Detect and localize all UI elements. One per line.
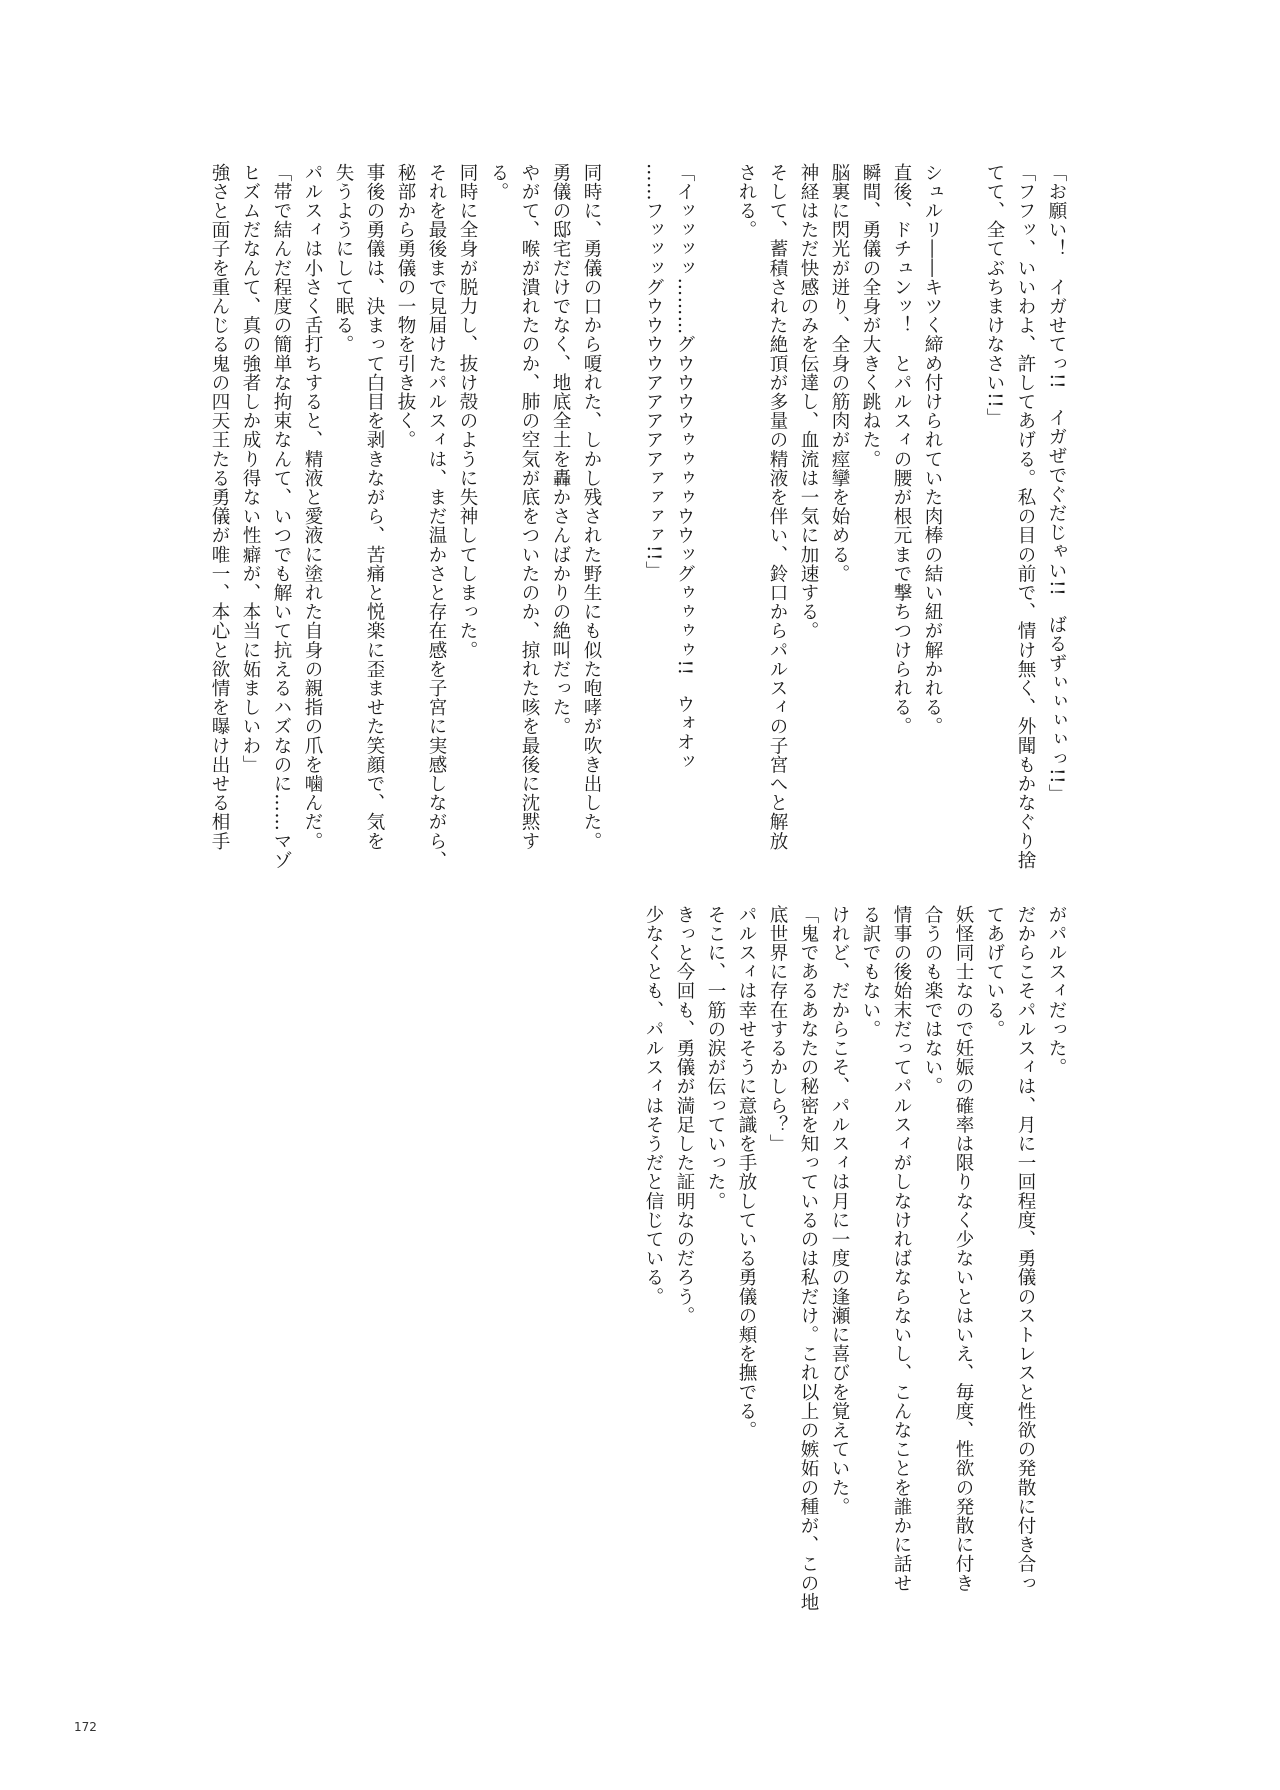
text-line: される。 — [736, 163, 757, 240]
text-line: 秘部から勇儀の一物を引き抜く。 — [395, 163, 416, 450]
text-line: 同時に、勇儀の口から嗄れた、しかし残された野生にも似た咆哮が吹き出した。 — [581, 163, 602, 851]
text-line: パルスィは小さく舌打ちすると、精液と愛液に塗れた自身の親指の爪を噛んだ。 — [302, 163, 323, 851]
text-line: てて、全てぶちまけなさい!!」 — [984, 163, 1005, 428]
text-line: 「イッッッッ………グウウウウゥゥゥゥウウッグゥゥゥゥ!! ウォオッ — [674, 163, 695, 772]
text-line: 失うようにして眠る。 — [333, 163, 354, 354]
text-line: だからこそパルスィは、月に一回程度、勇儀のストレスと性欲の発散に付き合っ — [1015, 905, 1036, 1593]
text-block-lower — [638, 905, 1072, 1612]
text-line: 妖怪同士なので妊娠の確率は限りなく少ないとはいえ、毎度、性欲の発散に付き — [953, 905, 974, 1593]
text-line: それを最後まで見届けたパルスィは、まだ温かさと存在感を子宮に実感しながら、 — [426, 163, 447, 870]
text-line: 事後の勇儀は、決まって白目を剥きながら、苦痛と悦楽に歪ませた笑顔で、気を — [364, 163, 385, 851]
paragraph-gap — [700, 163, 731, 863]
text-line: 瞬間、勇儀の全身が大きく跳ねた。 — [860, 163, 881, 469]
text-line: 「帯で結んだ程度の簡単な拘束なんて、いつでも解いて抗えるハズなのに……マゾ — [271, 163, 292, 870]
page-number: 172 — [74, 1720, 97, 1734]
text-line: 情事の後始末だってパルスィがしなければならないし、こんなことを誰かに話せ — [891, 905, 912, 1593]
text-line: 勇儀の邸宅だけでなく、地底全土を轟かさんばかりの絶叫だった。 — [550, 163, 571, 736]
text-line: 直後、ドチュンッ！ とパルスィの腰が根元まで撃ちつけられる。 — [891, 163, 912, 736]
text-line: そして、蓄積された絶頂が多量の精液を伴い、鈴口からパルスィの子宮へと解放 — [767, 163, 788, 851]
text-line: る。 — [488, 163, 509, 202]
text-line: ……フッッッグウウウウアアアアアァァァァ!!」 — [643, 163, 664, 581]
text-line: ヒズムだなんて、真の強者しか成り得ない性癖が、本当に妬ましいわ」 — [240, 163, 261, 775]
text-line: る訳でもない。 — [860, 905, 881, 1039]
text-line: けれど、だからこそ、パルスィは月に一度の逢瀬に喜びを覚えていた。 — [829, 905, 850, 1517]
text-line: 神経はただ快感のみを伝達し、血流は一気に加速する。 — [798, 163, 819, 641]
text-line: そこに、一筋の涙が伝っていった。 — [705, 905, 726, 1211]
text-block-upper — [204, 163, 1072, 870]
text-line: きっと今回も、勇儀が満足した証明なのだろう。 — [674, 905, 695, 1326]
text-line: 強さと面子を重んじる鬼の四天王たる勇儀が唯一、本心と欲情を曝け出せる相手 — [209, 163, 230, 851]
text-line: 「鬼であるあなたの秘密を知っているのは私だけ。これ以上の嫉妬の種が、この地 — [798, 905, 819, 1612]
paragraph-gap — [948, 163, 979, 863]
text-line: てあげている。 — [984, 905, 1005, 1039]
text-line: 「お願い！ イガせてっ!! イガぜでぐだじゃい!! ばるずぃぃぃぃっ!!」 — [1046, 163, 1067, 804]
text-line: シュルリ――キツく締め付けられていた肉棒の結い紐が解かれる。 — [922, 163, 943, 736]
paragraph-gap — [607, 163, 638, 863]
text-line: 底世界に存在するかしら？」 — [767, 905, 788, 1154]
text-line: 同時に全身が脱力し、抜け殻のように失神してしまった。 — [457, 163, 478, 660]
text-line: 脳裏に閃光が迸り、全身の筋肉が痙攣を始める。 — [829, 163, 850, 584]
text-line: 「フフッ、いいわよ、許してあげる。私の目の前で、情け無く、外聞もかなぐり捨 — [1015, 163, 1036, 870]
text-line: 合うのも楽ではない。 — [922, 905, 943, 1096]
text-line: 少なくとも、パルスィはそうだと信じている。 — [643, 905, 664, 1307]
text-line: やがて、喉が潰れたのか、肺の空気が底をついたのか、掠れた咳を最後に沈黙す — [519, 163, 540, 851]
text-line: パルスィは幸せそうに意識を手放している勇儀の頬を撫でる。 — [736, 905, 757, 1440]
text-line: がパルスィだった。 — [1046, 905, 1067, 1077]
